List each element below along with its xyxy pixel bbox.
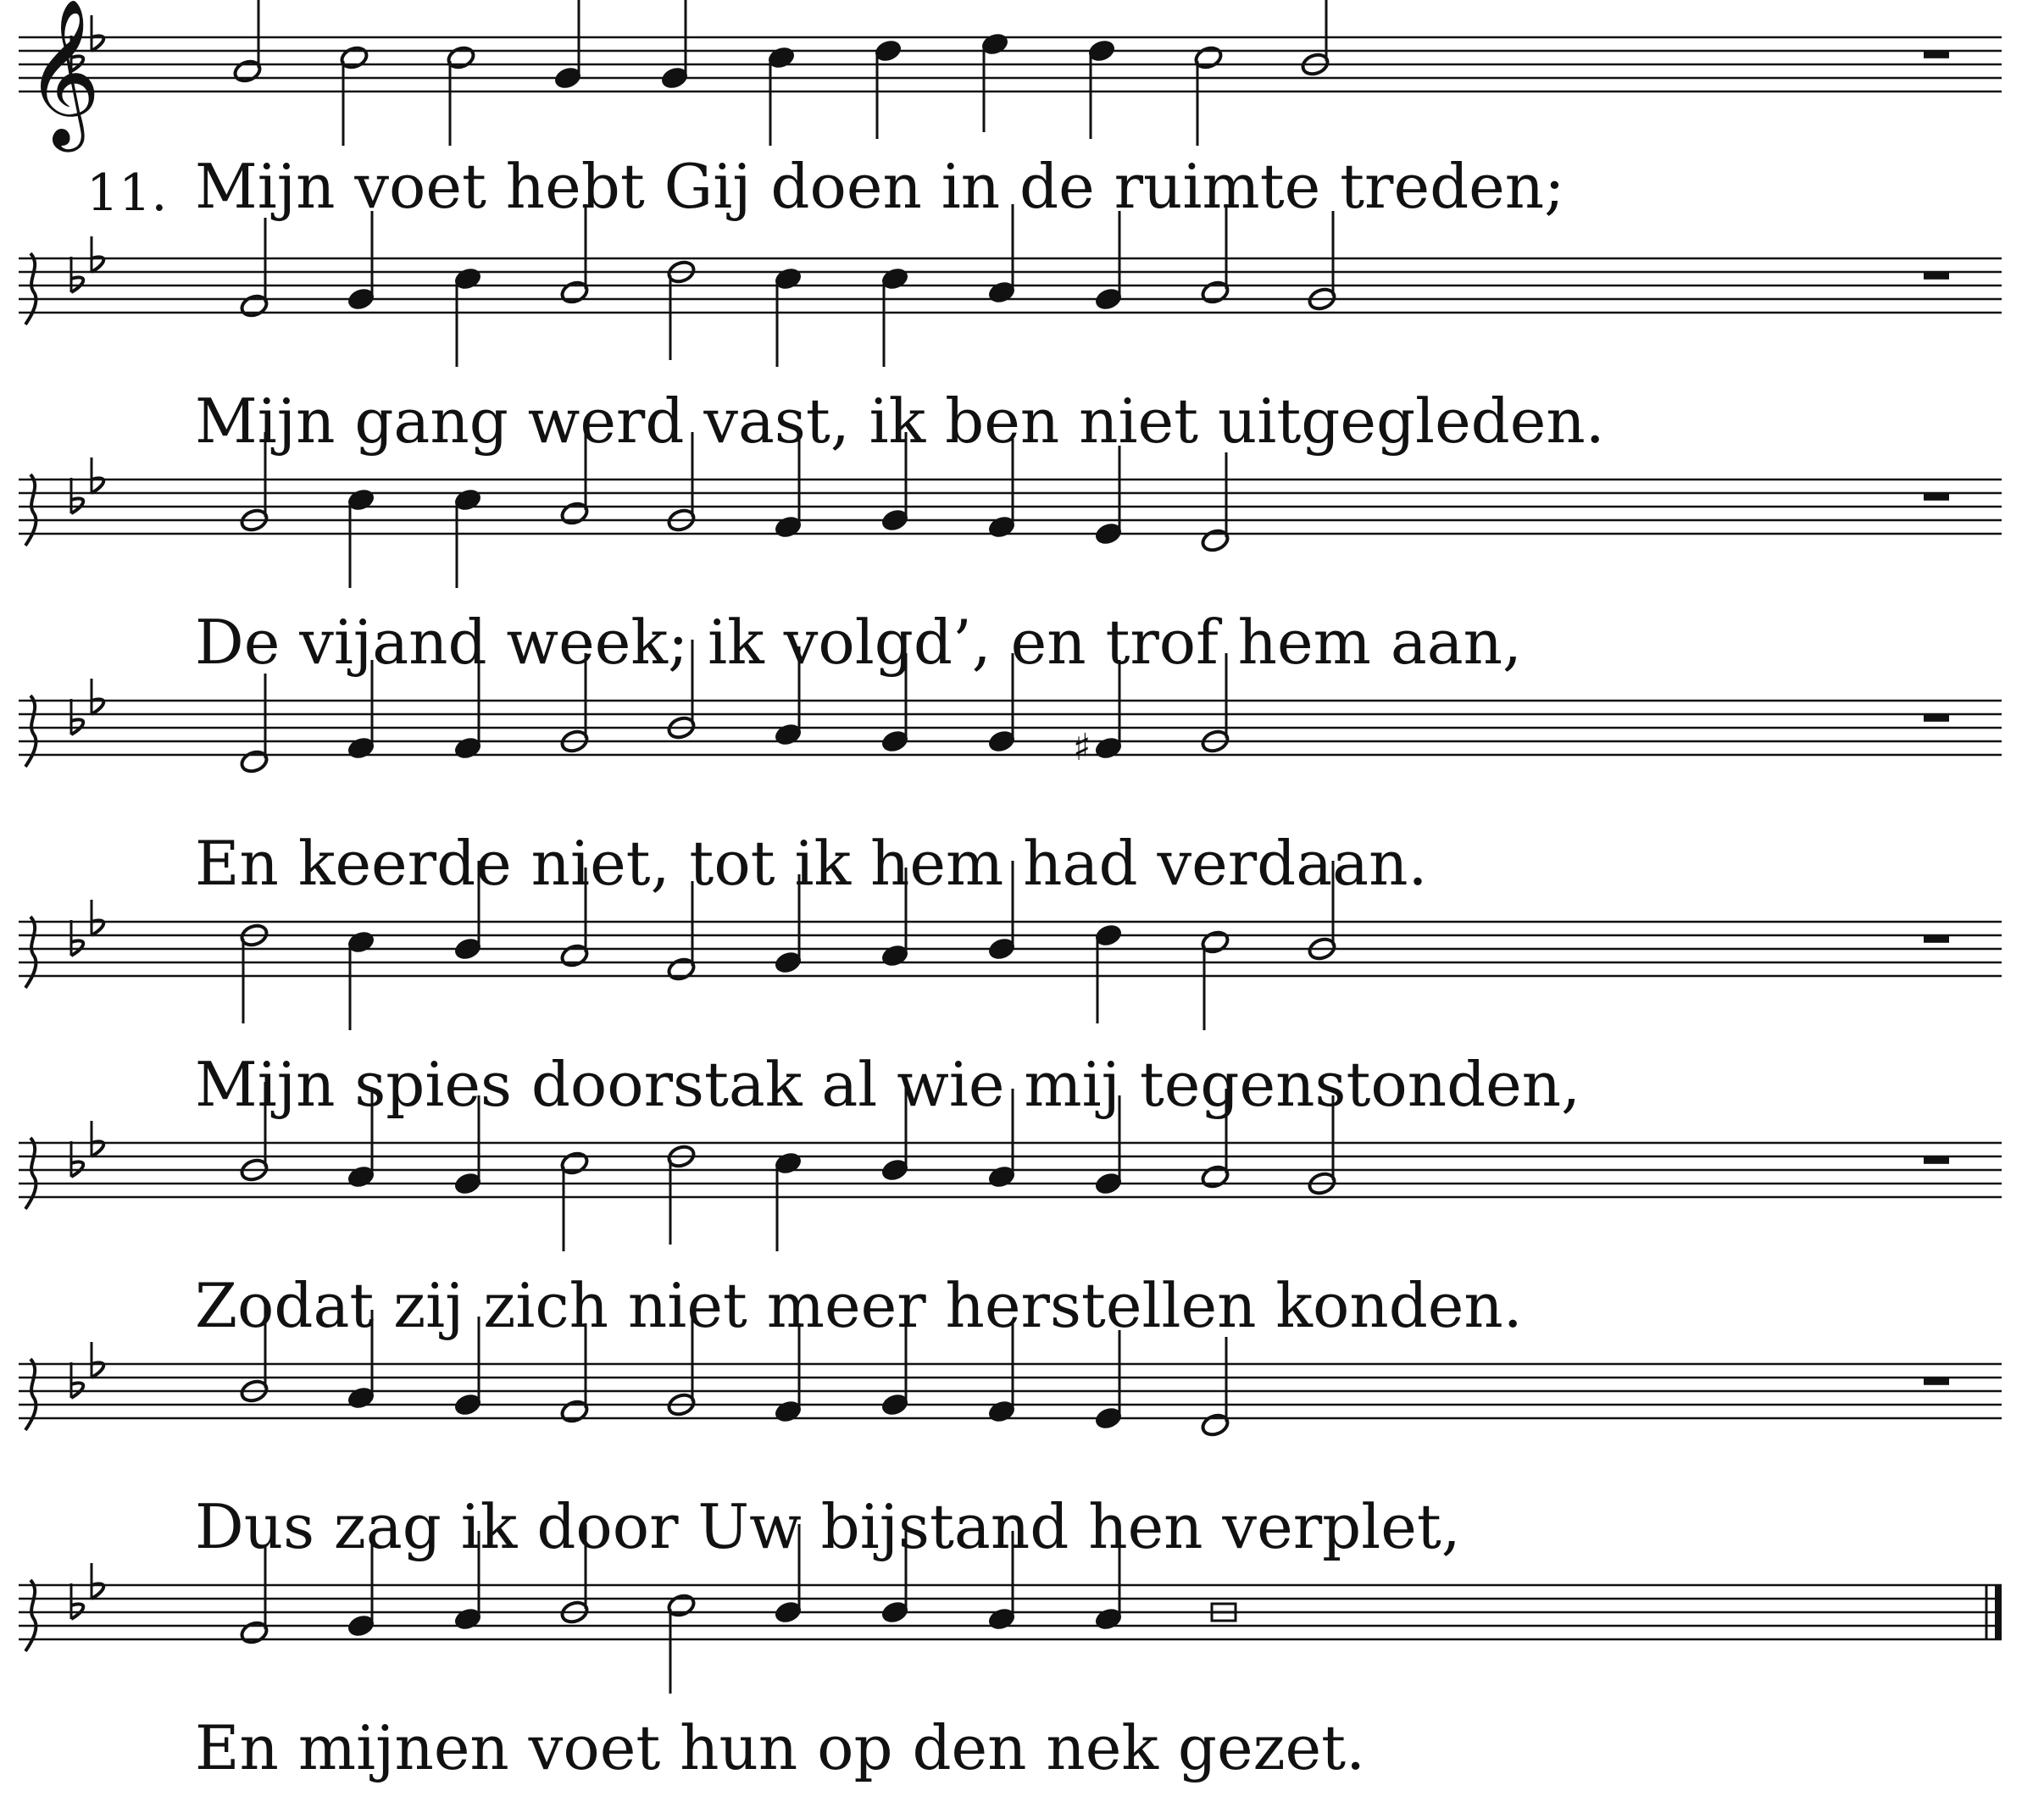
half-note [239, 674, 269, 774]
flat-icon [92, 1563, 103, 1599]
quarter-note [773, 1151, 803, 1251]
flat-icon [92, 1121, 103, 1156]
quarter-note [553, 0, 583, 91]
flat-icon [71, 1362, 83, 1398]
quarter-note [1093, 211, 1124, 312]
lyric-line: En keerde niet, tot ik hem had verdaan. [195, 828, 1428, 899]
lyric-line: Mijn spies doorstak al wie mij tegenstonden, [195, 1049, 1581, 1120]
half-note [666, 1593, 697, 1694]
half-note [1200, 452, 1230, 553]
rest-icon [1924, 51, 1949, 58]
lyric-line: En mijnen voet hun op den nek gezet. [195, 1712, 1365, 1783]
half-note [1300, 0, 1330, 77]
quarter-note [980, 31, 1010, 132]
quarter-note [659, 0, 690, 91]
verse-number: 11. [86, 164, 168, 223]
rest-icon [1924, 935, 1949, 943]
half-note [1200, 1337, 1230, 1438]
clef-fragment-icon [25, 1359, 36, 1430]
flat-icon [92, 900, 103, 935]
rest-icon [1924, 1378, 1949, 1385]
half-note [666, 1144, 697, 1245]
quarter-note [453, 266, 483, 367]
rest-icon [1924, 272, 1949, 280]
flat-icon [92, 236, 103, 272]
quarter-note [766, 45, 797, 146]
flat-icon [92, 457, 103, 493]
quarter-note [880, 266, 910, 367]
half-note [339, 45, 369, 146]
sharp-icon: ♯ [1073, 726, 1091, 769]
rest-icon [1924, 1156, 1949, 1164]
half-note [1200, 929, 1230, 1030]
flat-icon [71, 1141, 83, 1177]
flat-icon [71, 478, 83, 513]
flat-icon [92, 1342, 103, 1378]
staff-system [19, 204, 2002, 367]
lyric-line: Zodat zij zich niet meer herstellen konden. [195, 1270, 1523, 1341]
quarter-note [873, 38, 903, 139]
clef-fragment-icon [25, 917, 36, 988]
quarter-note [453, 487, 483, 588]
half-note [239, 218, 269, 319]
breve-note-icon [1212, 1604, 1236, 1621]
flat-icon [71, 1583, 83, 1619]
half-note [1307, 211, 1337, 312]
clef-fragment-icon [25, 1138, 36, 1209]
lyric-line: Mijn voet hebt Gij doen in de ruimte treden; [195, 151, 1565, 222]
flat-icon [71, 699, 83, 735]
half-note [446, 45, 476, 146]
lyric-line: Mijn gang werd vast, ik ben niet uitgegleden. [195, 385, 1605, 457]
rest-icon [1924, 714, 1949, 722]
lyric-line: De vijand week; ik volgd’, en trof hem aan, [195, 607, 1522, 678]
clef-fragment-icon [25, 696, 36, 767]
flat-icon [92, 679, 103, 714]
treble-clef-icon: 𝄞 [25, 0, 101, 146]
quarter-note [773, 266, 803, 367]
half-note [559, 1151, 590, 1251]
half-note [1193, 45, 1224, 146]
quarter-note [1093, 1330, 1124, 1431]
clef-fragment-icon [25, 1580, 36, 1651]
quarter-note [1093, 923, 1124, 1023]
clef-fragment-icon [25, 253, 36, 324]
quarter-note [346, 487, 376, 588]
half-note [239, 923, 269, 1023]
rest-icon [1924, 493, 1949, 501]
flat-icon [71, 257, 83, 292]
lyric-line: Dus zag ik door Uw bijstand hen verplet, [195, 1491, 1461, 1562]
quarter-note [1086, 38, 1117, 139]
quarter-note [346, 929, 376, 1030]
quarter-note [1093, 446, 1124, 546]
flat-icon [71, 920, 83, 956]
half-note [666, 259, 697, 360]
quarter-note [346, 211, 376, 312]
clef-fragment-icon [25, 474, 36, 546]
half-note [232, 0, 263, 84]
staff-system [19, 0, 2002, 152]
